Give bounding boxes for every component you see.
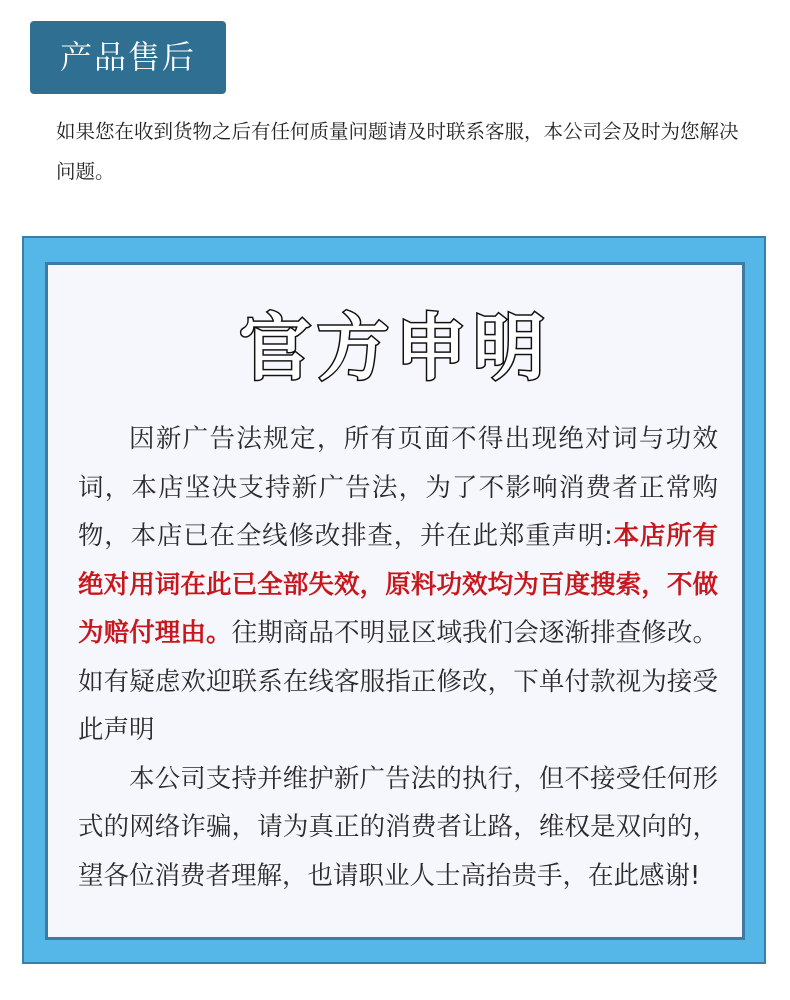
after-sales-badge	[30, 21, 226, 94]
statement-paragraph-2: 本公司支持并维护新广告法的执行，但不接受任何形式的网络诈骗，请为真正的消费者让路，维权是双向的，望各位消费者理解，也请职业人士高抬贵手，在此感谢!	[78, 763, 718, 891]
intro-text: 如果您在收到货物之后有任何质量问题请及时联系客服，本公司会及时为您解决问题。	[56, 120, 739, 183]
statement-title: 官方申明	[238, 306, 551, 390]
statement-highlight-text: 本店所有绝对用词在此已全部失效，原料功效均为百度搜索，不做为赔付理由。	[78, 521, 718, 648]
statement-body	[78, 415, 718, 900]
statement-paragraph-1	[78, 415, 718, 755]
statement-paragraph-1-text: 因新广告法规定，所有页面不得出现绝对词与功效词，本店坚决支持新广告法，为了不影响消费者正常购物，本店已在全线修改排查，并在此郑重声明:	[78, 424, 718, 551]
statement-frame	[22, 236, 766, 964]
statement-panel	[45, 262, 745, 940]
after-sales-badge-label: 产品售后	[59, 38, 196, 76]
statement-paragraph-1-tail: 往期商品不明显区域我们会逐渐排查修改。如有疑虑欢迎联系在线客服指正修改，下单付款视为接受此声明	[78, 618, 718, 745]
